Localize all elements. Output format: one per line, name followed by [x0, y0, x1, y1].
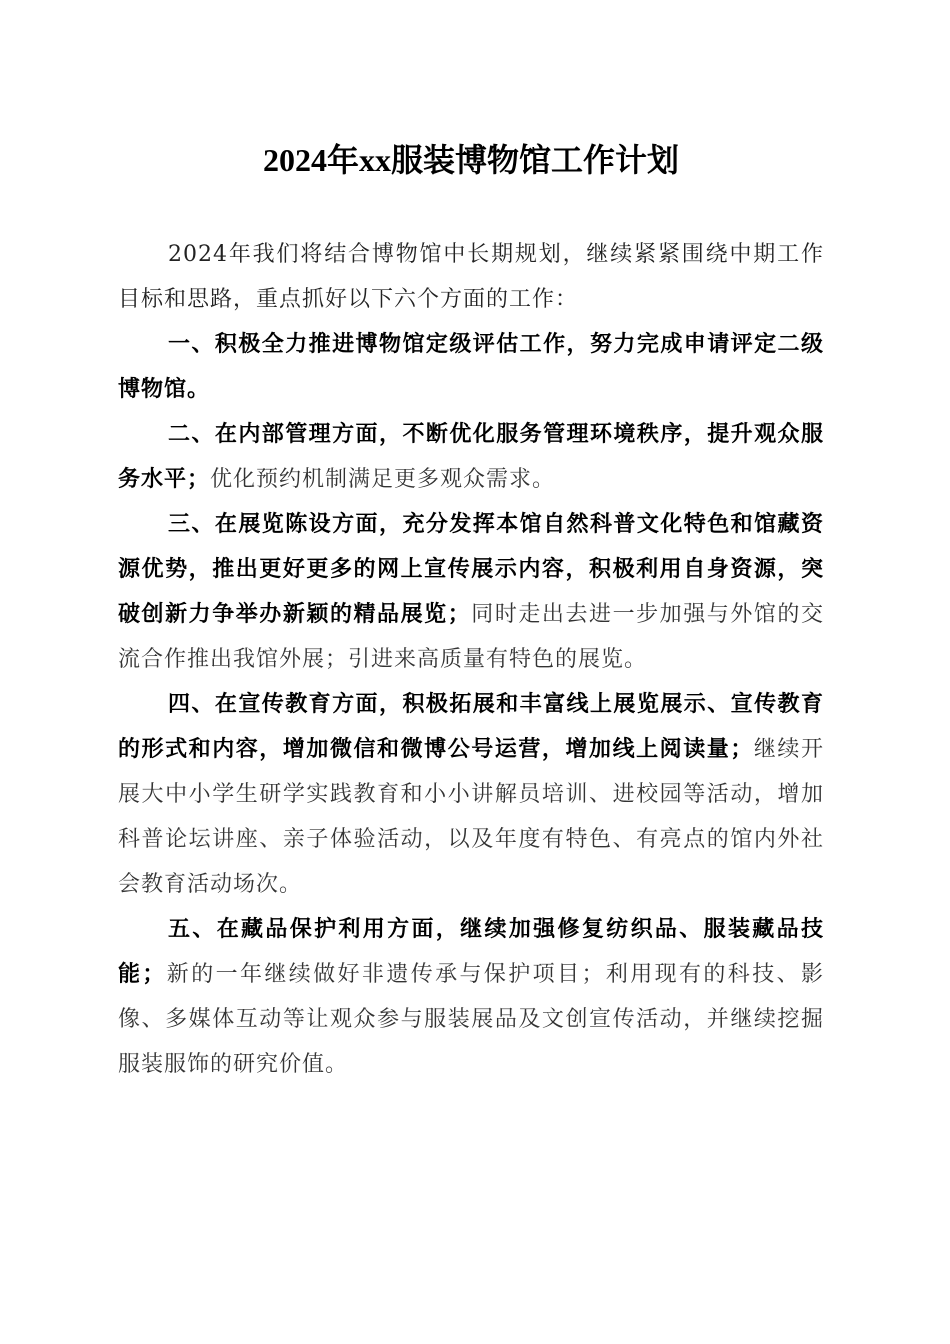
section-1-paragraph	[118, 322, 824, 412]
section-5-paragraph	[118, 907, 824, 1087]
section-1-lead: 一、积极全力推进博物馆定级评估工作，努力完成申请评定二级博物馆。	[118, 332, 824, 402]
document-title: 2024年xx服装博物馆工作计划	[262, 142, 679, 178]
section-5-rest: 新的一年继续做好非遗传承与保护项目；利用现有的科技、影像、多媒体互动等让观众参与服装展品及文创宣传活动，并继续挖掘服装服饰的研究价值。	[118, 962, 824, 1077]
document-page	[118, 130, 824, 1087]
section-4-paragraph	[118, 682, 824, 907]
section-3-rest: 同时走出去进一步加强与外馆的交流合作推出我馆外展；引进来高质量有特色的展览。	[118, 602, 824, 672]
section-3-paragraph	[118, 502, 824, 682]
section-2-rest: 优化预约机制满足更多观众需求。	[210, 467, 556, 492]
intro-paragraph: 2024年我们将结合博物馆中长期规划，继续紧紧围绕中期工作目标和思路，重点抓好以下六个方面的工作：	[118, 242, 824, 312]
section-4-rest: 继续开展大中小学生研学实践教育和小小讲解员培训、进校园等活动，增加科普论坛讲座、亲子体验活动，以及年度有特色、有亮点的馆内外社会教育活动场次。	[118, 737, 824, 897]
section-4-lead: 四、在宣传教育方面，积极拓展和丰富线上展览展示、宣传教育的形式和内容，增加微信和微博公号运营，增加线上阅读量；	[118, 692, 824, 762]
section-5-lead: 五、在藏品保护利用方面，继续加强修复纺织品、服装藏品技能；	[118, 917, 824, 987]
section-3-lead: 三、在展览陈设方面，充分发挥本馆自然科普文化特色和馆藏资源优势，推出更好更多的网上宣传展示内容，积极利用自身资源，突破创新力争举办新颖的精品展览；	[118, 512, 824, 627]
section-2-paragraph	[118, 412, 824, 502]
section-2-lead: 二、在内部管理方面，不断优化服务管理环境秩序，提升观众服务水平；	[118, 422, 824, 492]
